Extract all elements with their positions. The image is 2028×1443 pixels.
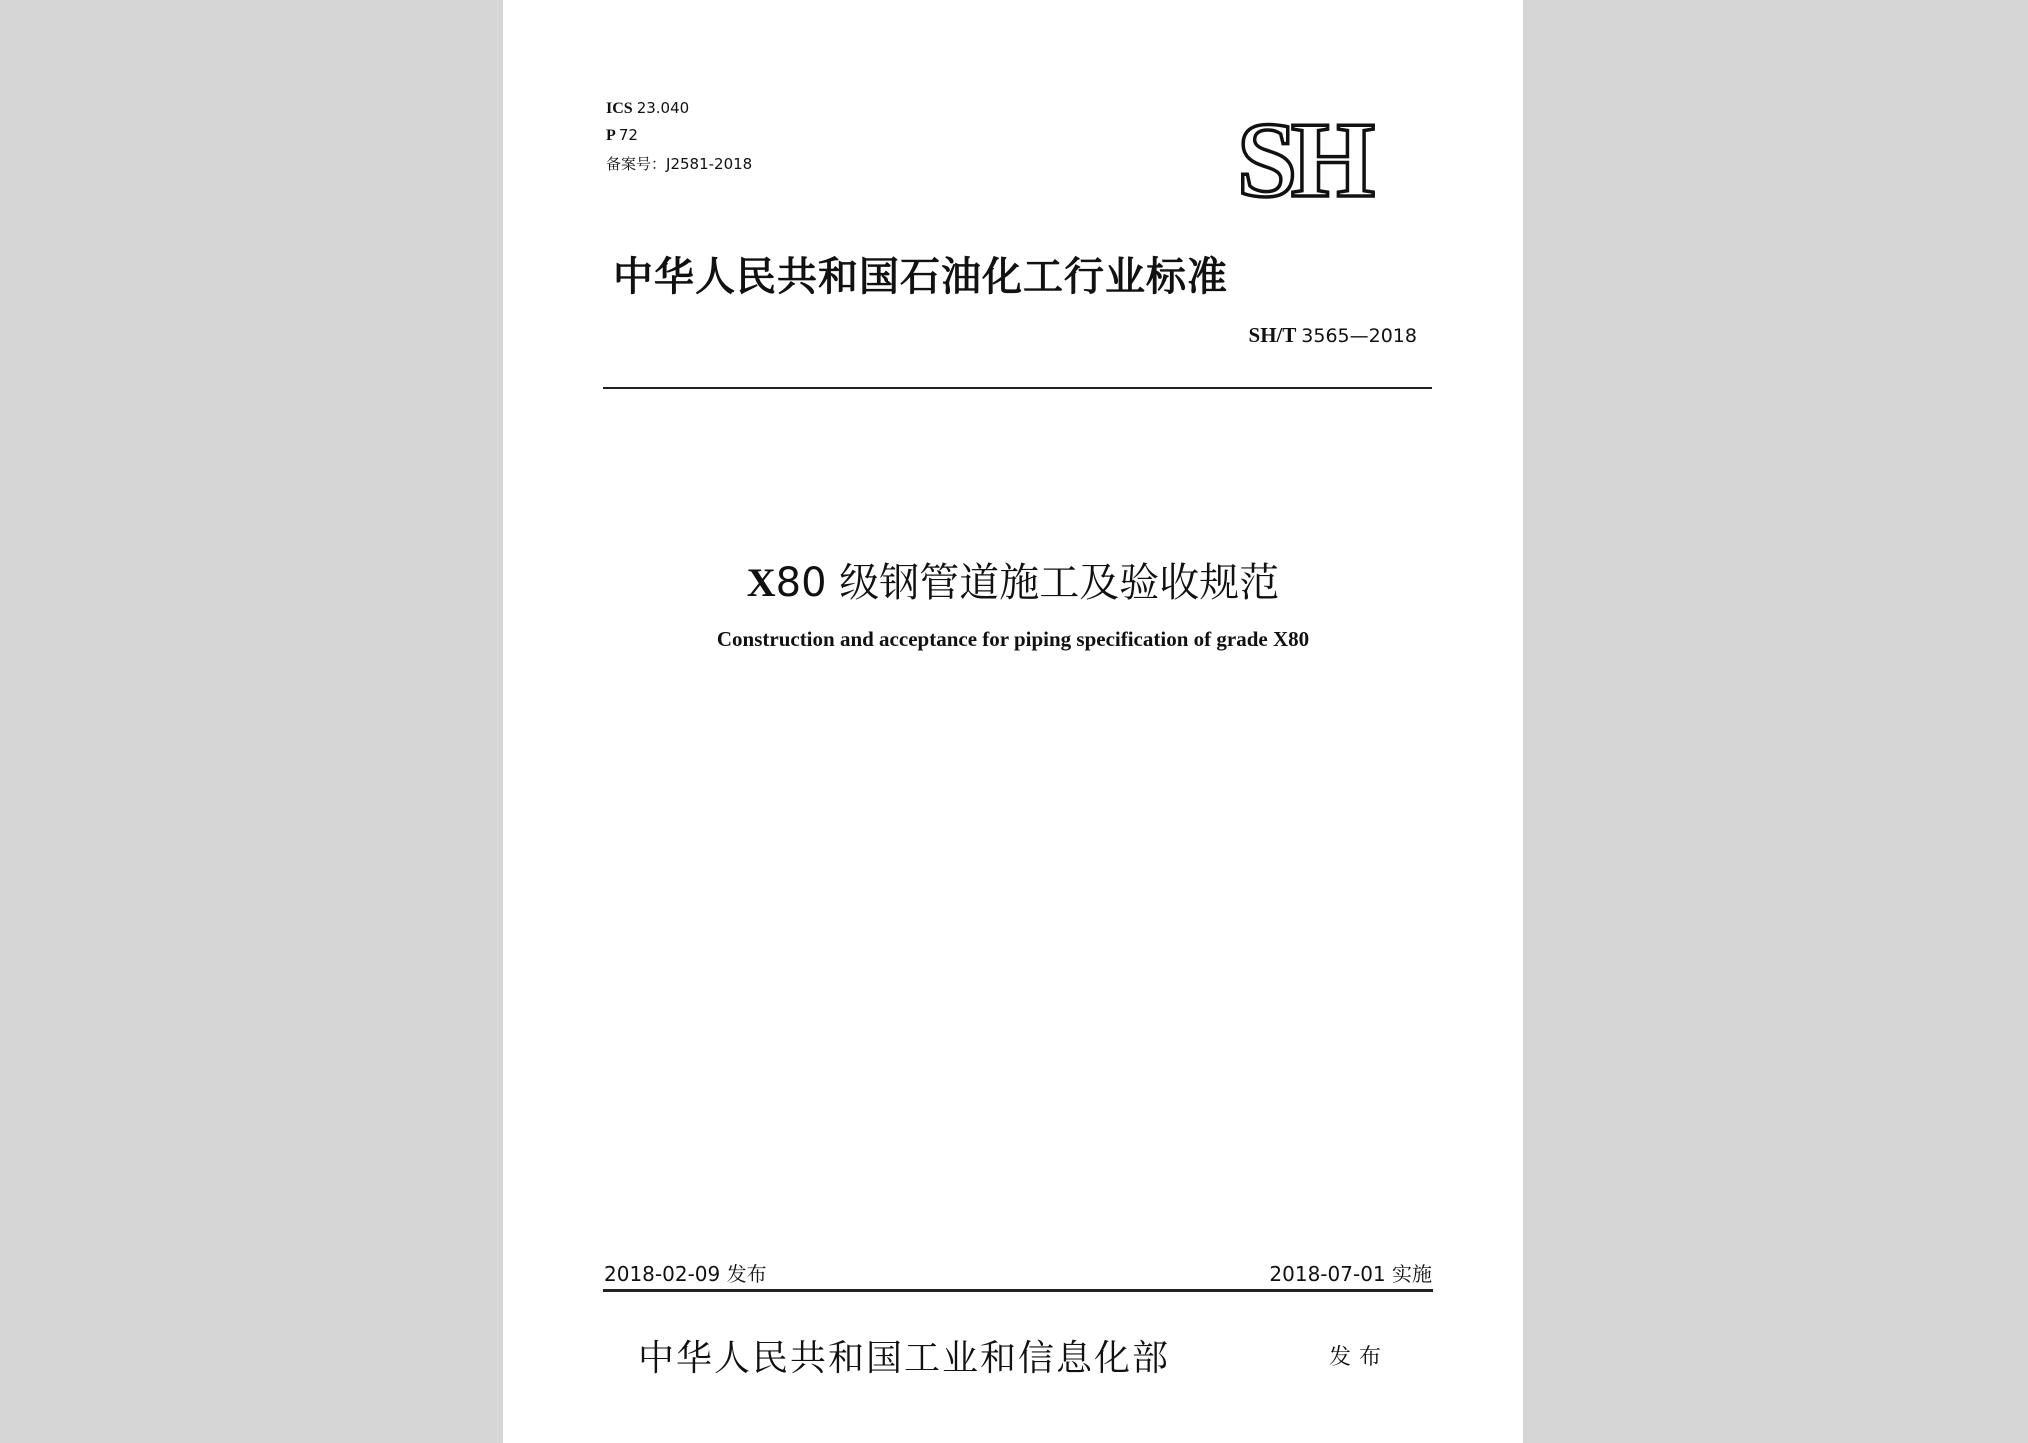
classification-value: 72 bbox=[618, 126, 638, 144]
document-title-en: Construction and acceptance for piping specification of grade X80 bbox=[716, 627, 1310, 651]
record-label: 备案号： bbox=[606, 155, 667, 173]
document-title-cn bbox=[503, 551, 1523, 608]
footer-divider bbox=[603, 1289, 1433, 1292]
ics-value: 23.040 bbox=[636, 99, 690, 117]
classification-code bbox=[606, 126, 638, 145]
implementation-date: 2018-07-01 实施 bbox=[1269, 1262, 1432, 1286]
industry-standard-heading: 中华人民共和国石油化工行业标准 bbox=[613, 254, 1228, 300]
standard-number bbox=[1249, 323, 1417, 348]
standard-prefix: SH/T bbox=[1248, 323, 1297, 347]
record-value: J2581-2018 bbox=[666, 155, 753, 173]
standard-code: 3565—2018 bbox=[1301, 325, 1417, 347]
classification-label: P bbox=[606, 127, 615, 144]
issue-date: 2018-02-09 发布 bbox=[604, 1262, 767, 1286]
publisher-name: 中华人民共和国工业和信息化部 bbox=[638, 1338, 1171, 1379]
record-number bbox=[606, 153, 752, 174]
title-cn-prefix: X bbox=[746, 560, 776, 605]
sh-logo bbox=[1203, 108, 1403, 208]
document-page bbox=[503, 0, 1523, 1443]
ics-code bbox=[606, 99, 689, 118]
publish-action: 发布 bbox=[1329, 1345, 1390, 1370]
sh-logo-text: SH bbox=[1236, 108, 1370, 208]
header-divider bbox=[603, 387, 1432, 389]
title-cn-text: 80 级钢管道施工及验收规范 bbox=[775, 560, 1280, 606]
ics-label: ICS bbox=[606, 100, 633, 117]
